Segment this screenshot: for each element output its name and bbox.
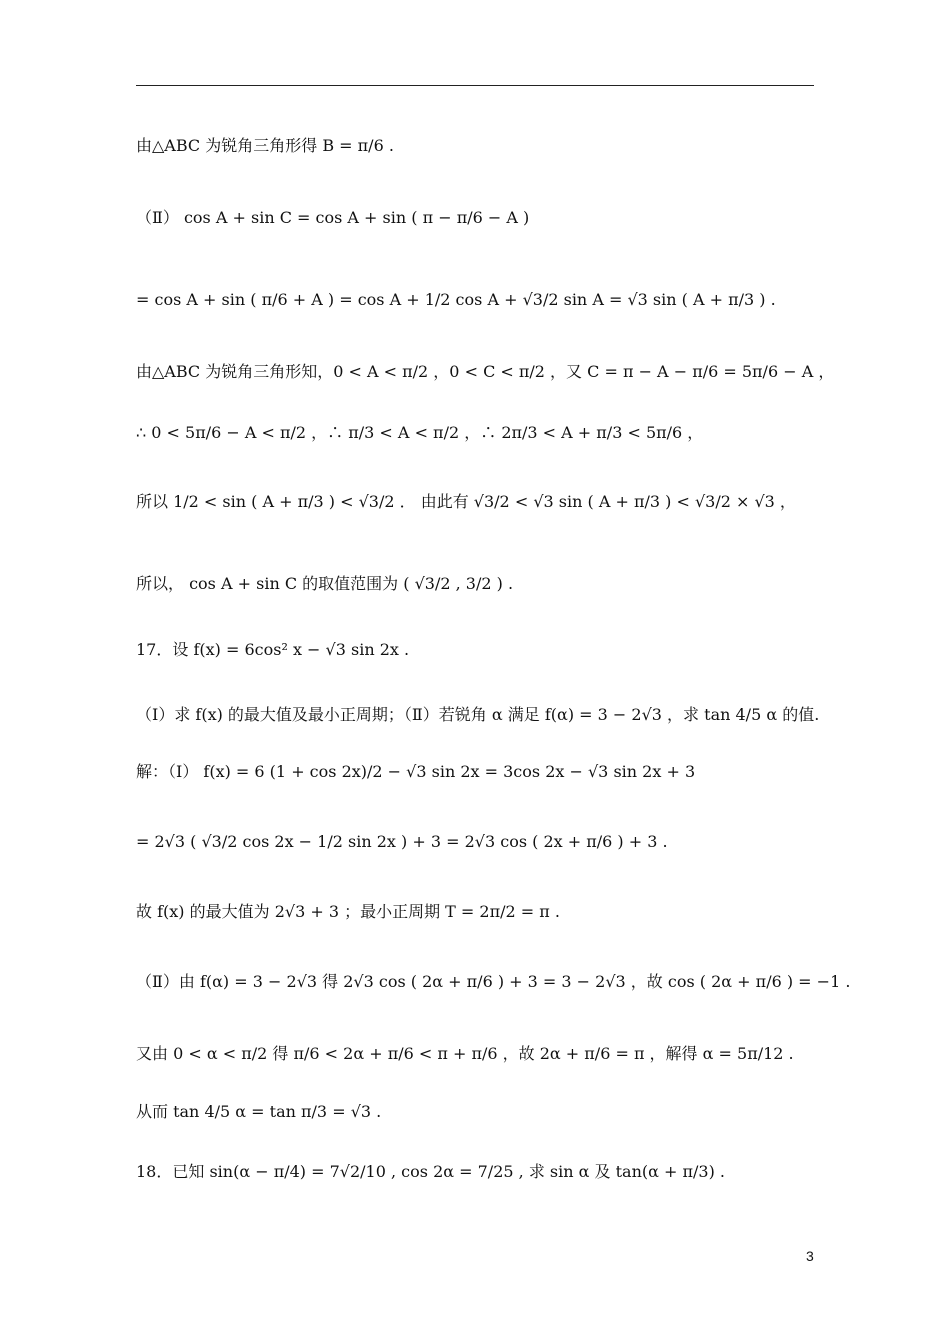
text-line: （Ⅱ）由 f(α) = 3 − 2√3 得 2√3 cos ( 2α + π/6 ) + 3 = 3 − 2√3 ，故 cos ( 2α + π/6 ) = −1 . [136,972,851,991]
page-number: 3 [806,1248,814,1264]
problem-17: 17．设 f(x) = 6cos² x − √3 sin 2x . [136,640,410,659]
header-rule [136,85,814,86]
text-line: 由△ABC 为锐角三角形知，0 < A < π/2 ，0 < C < π/2 ，又 C = π − A − π/6 = 5π/6 − A ， [136,362,835,381]
text-line: 所以 1/2 < sin ( A + π/3 ) < √3/2 ． 由此有 √3/2 < √3 sin ( A + π/3 ) < √3/2 × √3 ， [136,492,796,511]
problem-18: 18．已知 sin(α − π/4) = 7√2/10 , cos 2α = 7/25 , 求 sin α 及 tan(α + π/3) . [136,1162,725,1181]
text-line: 又由 0 < α < π/2 得 π/6 < 2α + π/6 < π + π/6 ，故 2α + π/6 = π ，解得 α = 5π/12 . [136,1044,794,1063]
text-line: 从而 tan 4/5 α = tan π/3 = √3 . [136,1102,382,1121]
text-line: ∴ 0 < 5π/6 − A < π/2 ，∴ π/3 < A < π/2 ，∴ 2π/3 < A + π/3 < 5π/6 ， [136,423,704,442]
text-line: 所以， cos A + sin C 的取值范围为 ( √3/2 , 3/2 ) . [136,574,514,593]
text-line: 由△ABC 为锐角三角形得 B = π/6 . [136,136,394,155]
text-line: = 2√3 ( √3/2 cos 2x − 1/2 sin 2x ) + 3 = 2√3 cos ( 2x + π/6 ) + 3 . [136,832,668,851]
text-line: （Ⅰ）求 f(x) 的最大值及最小正周期；（Ⅱ）若锐角 α 满足 f(α) = 3 − 2√3 ，求 tan 4/5 α 的值. [136,705,820,724]
text-line: （Ⅱ） cos A + sin C = cos A + sin ( π − π/6 − A ) [136,208,530,227]
text-line: = cos A + sin ( π/6 + A ) = cos A + 1/2 cos A + √3/2 sin A = √3 sin ( A + π/3 ) . [136,290,776,309]
text-line: 解：（Ⅰ） f(x) = 6 (1 + cos 2x)/2 − √3 sin 2x = 3cos 2x − √3 sin 2x + 3 [136,762,696,781]
text-line: 故 f(x) 的最大值为 2√3 + 3 ；最小正周期 T = 2π/2 = π . [136,902,560,921]
